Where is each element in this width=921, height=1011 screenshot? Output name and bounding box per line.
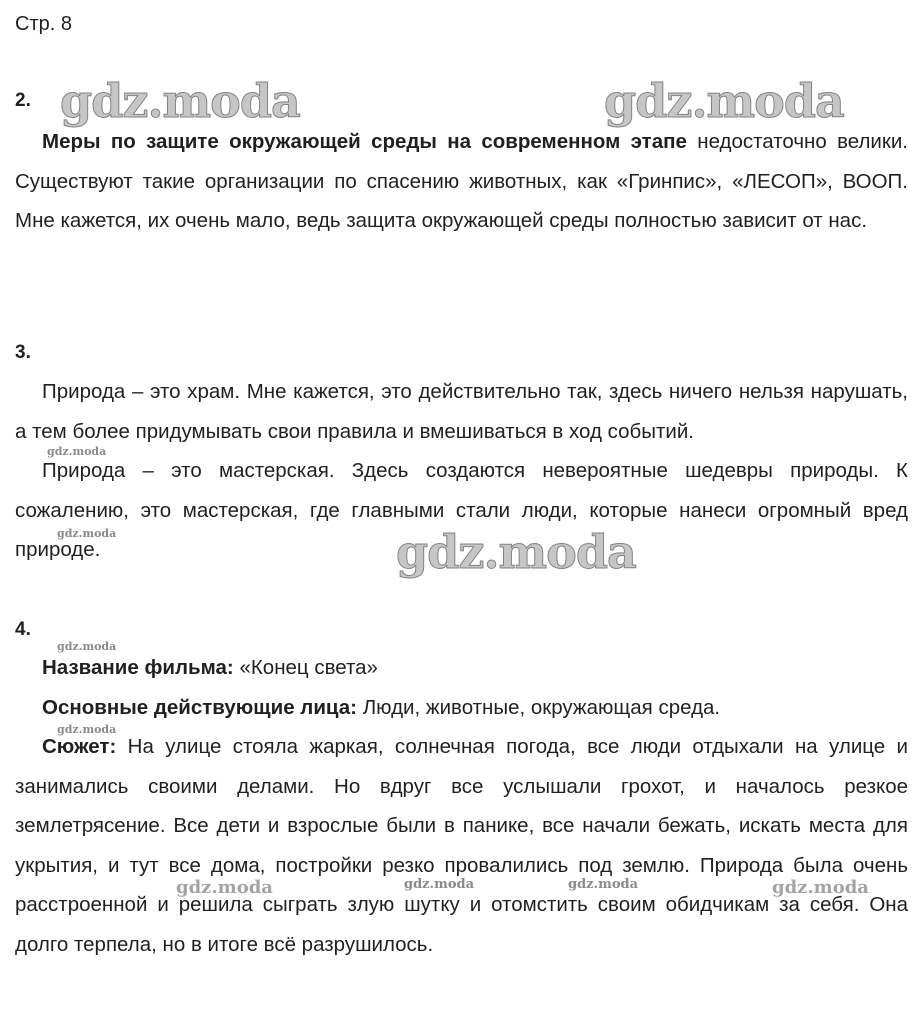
section-3-number: 3. (15, 342, 31, 363)
watermark-mid-1: gdz.moda (176, 877, 273, 898)
watermark-small-6: gdz.moda (568, 877, 639, 892)
section-4-number: 4. (15, 619, 31, 640)
section-2-bold-heading: Меры по защите окружающей среды на современном этапе (42, 130, 687, 153)
plot-paragraph (15, 727, 908, 964)
characters-label: Основные действующие лица: (42, 696, 357, 719)
film-title-label: Название фильма: (42, 656, 234, 679)
section-3-text (15, 372, 908, 570)
plot-label: Сюжет: (42, 735, 117, 758)
watermark-small-2: gdz.moda (57, 527, 117, 540)
watermark-large-3: gdz.moda (396, 525, 636, 579)
section-2-body: недостаточно велики. Существуют такие организации по спасению животных, как «Гринпис», «ЛЕСОП», ВООП. Мне кажется, их очень мало, ведь защита окружающей среды полностью зависит от нас. (15, 130, 909, 232)
film-title-value: «Конец света» (233, 656, 378, 679)
section-3-paragraph-1: Природа – это храм. Мне кажется, это действительно так, здесь ничего нельзя нарушать, а тем более придумывать свои правила и вмешиваться в ход событий. (15, 380, 908, 443)
section-3-paragraph-2: Природа – это мастерская. Здесь создаются невероятные шедевры природы. К сожалению, это мастерская, где главными стали люди, которые нанеси огромный вред природе. (15, 459, 908, 561)
characters-line (42, 695, 720, 721)
watermark-mid-2: gdz.moda (772, 877, 869, 898)
characters-value: Люди, животные, окружающая среда. (357, 696, 721, 719)
watermark-small-3: gdz.moda (57, 640, 117, 653)
film-title-line (42, 655, 378, 681)
section-2-text (15, 122, 908, 241)
watermark-small-5: gdz.moda (404, 877, 475, 892)
watermark-large-2: gdz.moda (604, 74, 844, 128)
plot-text (15, 727, 908, 964)
plot-value: На улице стояла жаркая, солнечная погода, все люди отдыхали на улице и занимались своими делами. Но вдруг все услышали грохот, и началось резкое землетрясение. Все дети и взрослые были в панике, все начали бежать, искать места для укрытия, и тут все дома, постройки резко провалились под землю. Природа была очень расстроенной и решила сыграть злую шутку и отомстить своим обидчикам за себя. Она долго терпела, но в итоге всё разрушилось. (15, 735, 908, 956)
watermark-large-1: gdz.moda (60, 74, 300, 128)
watermark-small-1: gdz.moda (47, 445, 107, 458)
section-2-number: 2. (15, 90, 31, 111)
section-2-paragraph (15, 122, 908, 241)
watermark-small-4: gdz.moda (57, 723, 117, 736)
page-number-label: Стр. 8 (15, 13, 72, 35)
